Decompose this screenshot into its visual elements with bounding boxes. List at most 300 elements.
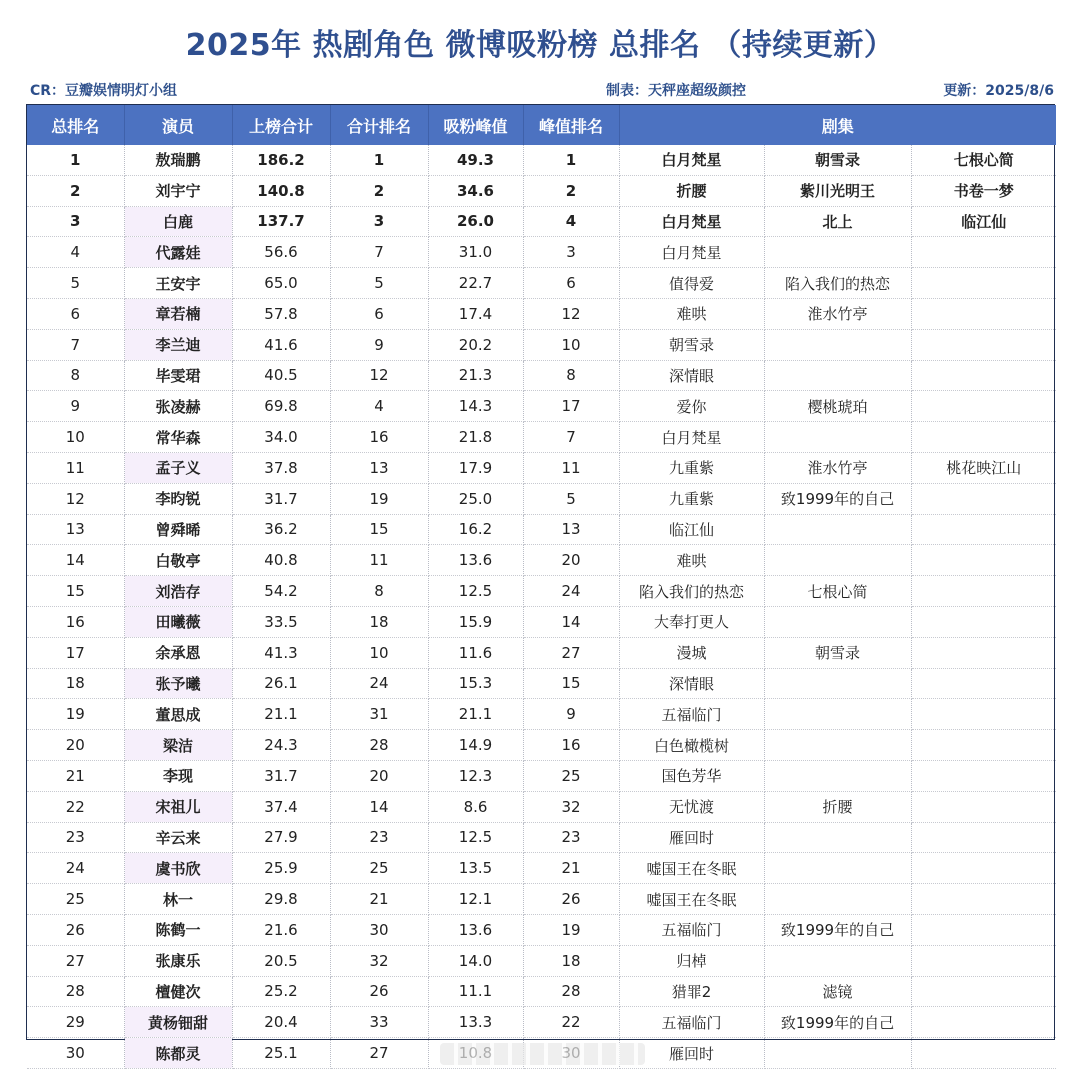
table-row — [27, 145, 1056, 175]
cell-rank: 1 — [27, 145, 124, 175]
cell-total: 25.1 — [232, 1038, 330, 1069]
cell-total-rank: 33 — [330, 1007, 428, 1038]
cell-drama-1: 九重紫 — [619, 452, 764, 483]
table-row — [27, 175, 1056, 206]
cell-drama-1: 难哄 — [619, 545, 764, 576]
cell-drama-1: 深情眼 — [619, 360, 764, 391]
cell-actor: 毕雯珺 — [124, 360, 232, 391]
cell-total: 37.4 — [232, 791, 330, 822]
cell-drama-3 — [911, 576, 1056, 607]
header-total: 上榜合计 — [232, 105, 330, 145]
cell-rank: 10 — [27, 422, 124, 453]
cell-drama-3: 桃花映江山 — [911, 452, 1056, 483]
cell-total-rank: 6 — [330, 298, 428, 329]
cell-drama-2: 致1999年的自己 — [764, 1007, 911, 1038]
cell-total: 29.8 — [232, 884, 330, 915]
cell-peak-rank: 6 — [523, 268, 619, 299]
cell-rank: 22 — [27, 791, 124, 822]
cell-drama-2: 淮水竹亭 — [764, 298, 911, 329]
cell-drama-3 — [911, 237, 1056, 268]
cell-peak-rank: 12 — [523, 298, 619, 329]
table-header-row — [27, 105, 1056, 145]
cell-total: 137.7 — [232, 206, 330, 237]
cell-total: 140.8 — [232, 175, 330, 206]
cell-drama-1: 折腰 — [619, 175, 764, 206]
cell-drama-1: 白月梵星 — [619, 422, 764, 453]
cell-drama-2 — [764, 606, 911, 637]
cell-peak: 20.2 — [428, 329, 523, 360]
cell-total-rank: 23 — [330, 822, 428, 853]
cell-drama-2 — [764, 1038, 911, 1069]
table-row — [27, 730, 1056, 761]
cell-rank: 20 — [27, 730, 124, 761]
table-row — [27, 237, 1056, 268]
cell-drama-2: 致1999年的自己 — [764, 483, 911, 514]
cell-drama-3 — [911, 884, 1056, 915]
cell-rank: 14 — [27, 545, 124, 576]
cell-peak-rank: 20 — [523, 545, 619, 576]
cell-actor: 敖瑞鹏 — [124, 145, 232, 175]
cell-actor: 余承恩 — [124, 637, 232, 668]
cell-total: 25.2 — [232, 976, 330, 1007]
cell-peak-rank: 15 — [523, 668, 619, 699]
cell-peak: 11.1 — [428, 976, 523, 1007]
cell-peak-rank: 32 — [523, 791, 619, 822]
cell-drama-2 — [764, 822, 911, 853]
cell-rank: 11 — [27, 452, 124, 483]
cell-peak: 13.5 — [428, 853, 523, 884]
cell-actor: 孟子义 — [124, 452, 232, 483]
cell-drama-3: 临江仙 — [911, 206, 1056, 237]
cell-total-rank: 14 — [330, 791, 428, 822]
cell-drama-1: 白月梵星 — [619, 237, 764, 268]
cell-drama-3 — [911, 914, 1056, 945]
cell-total: 41.6 — [232, 329, 330, 360]
cell-total-rank: 11 — [330, 545, 428, 576]
cell-peak: 31.0 — [428, 237, 523, 268]
cell-peak: 26.0 — [428, 206, 523, 237]
cell-peak-rank: 18 — [523, 945, 619, 976]
cell-total: 20.5 — [232, 945, 330, 976]
cell-peak-rank: 26 — [523, 884, 619, 915]
cell-total-rank: 31 — [330, 699, 428, 730]
cell-total: 41.3 — [232, 637, 330, 668]
cell-actor: 张凌赫 — [124, 391, 232, 422]
cell-rank: 15 — [27, 576, 124, 607]
cell-drama-3 — [911, 945, 1056, 976]
cell-peak-rank: 13 — [523, 514, 619, 545]
cell-rank: 30 — [27, 1038, 124, 1069]
cell-rank: 4 — [27, 237, 124, 268]
cell-drama-2 — [764, 853, 911, 884]
cell-total-rank: 2 — [330, 175, 428, 206]
cell-actor: 董思成 — [124, 699, 232, 730]
cell-drama-1: 九重紫 — [619, 483, 764, 514]
cell-total-rank: 12 — [330, 360, 428, 391]
cell-rank: 24 — [27, 853, 124, 884]
cell-actor: 章若楠 — [124, 298, 232, 329]
cell-total-rank: 19 — [330, 483, 428, 514]
cell-rank: 16 — [27, 606, 124, 637]
cell-total: 40.8 — [232, 545, 330, 576]
cell-total: 40.5 — [232, 360, 330, 391]
cell-drama-1: 难哄 — [619, 298, 764, 329]
cell-rank: 9 — [27, 391, 124, 422]
cell-actor: 林一 — [124, 884, 232, 915]
cell-peak-rank: 4 — [523, 206, 619, 237]
cell-peak: 49.3 — [428, 145, 523, 175]
cell-drama-1: 白月梵星 — [619, 206, 764, 237]
cell-total-rank: 20 — [330, 760, 428, 791]
cell-peak-rank: 5 — [523, 483, 619, 514]
header-actor: 演员 — [124, 105, 232, 145]
cell-drama-1: 爱你 — [619, 391, 764, 422]
cell-total: 34.0 — [232, 422, 330, 453]
cell-peak: 8.6 — [428, 791, 523, 822]
table-row — [27, 760, 1056, 791]
cell-drama-1: 五福临门 — [619, 1007, 764, 1038]
header-drama: 剧集 — [619, 105, 1056, 145]
cell-rank: 5 — [27, 268, 124, 299]
cell-drama-2: 樱桃琥珀 — [764, 391, 911, 422]
cell-drama-3 — [911, 853, 1056, 884]
cell-total-rank: 26 — [330, 976, 428, 1007]
cell-drama-2: 陷入我们的热恋 — [764, 268, 911, 299]
cell-rank: 8 — [27, 360, 124, 391]
cell-peak: 12.3 — [428, 760, 523, 791]
cell-peak: 12.5 — [428, 822, 523, 853]
cell-actor: 曾舜晞 — [124, 514, 232, 545]
cell-drama-2: 致1999年的自己 — [764, 914, 911, 945]
cell-drama-3 — [911, 360, 1056, 391]
cell-peak: 14.3 — [428, 391, 523, 422]
cell-total-rank: 13 — [330, 452, 428, 483]
cell-rank: 13 — [27, 514, 124, 545]
cell-total-rank: 7 — [330, 237, 428, 268]
cell-drama-1: 雁回时 — [619, 1038, 764, 1069]
cell-peak-rank: 25 — [523, 760, 619, 791]
table-row — [27, 483, 1056, 514]
cell-actor: 白鹿 — [124, 206, 232, 237]
cell-drama-3 — [911, 699, 1056, 730]
cell-peak: 13.3 — [428, 1007, 523, 1038]
cell-actor: 张康乐 — [124, 945, 232, 976]
cell-drama-3 — [911, 268, 1056, 299]
cell-total: 21.1 — [232, 699, 330, 730]
cell-drama-3 — [911, 760, 1056, 791]
cell-drama-3 — [911, 730, 1056, 761]
cell-peak-rank: 28 — [523, 976, 619, 1007]
cell-peak: 21.3 — [428, 360, 523, 391]
table-row — [27, 1007, 1056, 1038]
cell-drama-2 — [764, 945, 911, 976]
cell-rank: 18 — [27, 668, 124, 699]
cell-total: 69.8 — [232, 391, 330, 422]
cell-drama-2: 折腰 — [764, 791, 911, 822]
cell-peak: 17.9 — [428, 452, 523, 483]
cell-peak-rank: 19 — [523, 914, 619, 945]
cell-rank: 12 — [27, 483, 124, 514]
cell-peak-rank: 16 — [523, 730, 619, 761]
cell-drama-3 — [911, 668, 1056, 699]
cell-drama-1: 白色橄榄树 — [619, 730, 764, 761]
table-row — [27, 360, 1056, 391]
cell-peak-rank: 10 — [523, 329, 619, 360]
cell-actor: 陈鹤一 — [124, 914, 232, 945]
cell-drama-1: 国色芳华 — [619, 760, 764, 791]
cell-peak-rank: 22 — [523, 1007, 619, 1038]
cell-total: 57.8 — [232, 298, 330, 329]
table-row — [27, 206, 1056, 237]
cell-total: 26.1 — [232, 668, 330, 699]
cell-actor: 檀健次 — [124, 976, 232, 1007]
cell-drama-3 — [911, 298, 1056, 329]
cell-drama-1: 值得爱 — [619, 268, 764, 299]
cell-drama-3: 书卷一梦 — [911, 175, 1056, 206]
cell-peak-rank: 1 — [523, 145, 619, 175]
cell-drama-2: 朝雪录 — [764, 637, 911, 668]
cell-peak-rank: 7 — [523, 422, 619, 453]
table-row — [27, 545, 1056, 576]
cell-actor: 辛云来 — [124, 822, 232, 853]
cell-peak: 21.8 — [428, 422, 523, 453]
cell-drama-1: 临江仙 — [619, 514, 764, 545]
cell-drama-1: 嘘国王在冬眠 — [619, 884, 764, 915]
cell-drama-2: 滤镜 — [764, 976, 911, 1007]
cell-total: 186.2 — [232, 145, 330, 175]
cell-peak-rank: 21 — [523, 853, 619, 884]
cell-drama-3: 七根心简 — [911, 145, 1056, 175]
cell-peak-rank: 17 — [523, 391, 619, 422]
cell-total: 31.7 — [232, 483, 330, 514]
cell-actor: 刘浩存 — [124, 576, 232, 607]
maker-label: 制表：天秤座超级颜控 — [606, 83, 746, 99]
cell-drama-1: 漫城 — [619, 637, 764, 668]
cell-actor: 刘宇宁 — [124, 175, 232, 206]
cell-rank: 17 — [27, 637, 124, 668]
header-rank: 总排名 — [27, 105, 124, 145]
cell-actor: 虞书欣 — [124, 853, 232, 884]
cell-peak: 11.6 — [428, 637, 523, 668]
cell-total-rank: 15 — [330, 514, 428, 545]
cell-peak-rank: 3 — [523, 237, 619, 268]
cell-drama-3 — [911, 391, 1056, 422]
cell-total: 21.6 — [232, 914, 330, 945]
table-row — [27, 391, 1056, 422]
cell-total-rank: 27 — [330, 1038, 428, 1069]
cell-total-rank: 32 — [330, 945, 428, 976]
cell-rank: 29 — [27, 1007, 124, 1038]
cell-drama-2 — [764, 699, 911, 730]
cell-total-rank: 3 — [330, 206, 428, 237]
cell-peak: 21.1 — [428, 699, 523, 730]
table-row — [27, 945, 1056, 976]
cell-peak-rank: 24 — [523, 576, 619, 607]
table-row — [27, 668, 1056, 699]
cell-drama-2: 朝雪录 — [764, 145, 911, 175]
cell-actor: 梁洁 — [124, 730, 232, 761]
cell-total: 54.2 — [232, 576, 330, 607]
table-row — [27, 637, 1056, 668]
cell-peak: 17.4 — [428, 298, 523, 329]
cell-actor: 李昀锐 — [124, 483, 232, 514]
cell-actor: 张予曦 — [124, 668, 232, 699]
cell-peak-rank: 14 — [523, 606, 619, 637]
table-row — [27, 329, 1056, 360]
cell-total: 36.2 — [232, 514, 330, 545]
cell-drama-2: 七根心简 — [764, 576, 911, 607]
cell-drama-1: 深情眼 — [619, 668, 764, 699]
ranking-table — [26, 104, 1055, 1063]
cell-rank: 7 — [27, 329, 124, 360]
cell-total: 20.4 — [232, 1007, 330, 1038]
table-row — [27, 298, 1056, 329]
cell-peak-rank: 23 — [523, 822, 619, 853]
updated-label: 更新：2025/8/6 — [943, 83, 1054, 99]
cell-drama-3 — [911, 1038, 1056, 1069]
cell-peak: 14.0 — [428, 945, 523, 976]
cell-drama-3 — [911, 976, 1056, 1007]
cell-rank: 23 — [27, 822, 124, 853]
header-peak-rank: 峰值排名 — [523, 105, 619, 145]
cell-peak: 22.7 — [428, 268, 523, 299]
cell-total: 56.6 — [232, 237, 330, 268]
cell-peak-rank: 11 — [523, 452, 619, 483]
table-row — [27, 422, 1056, 453]
cell-drama-1: 猎罪2 — [619, 976, 764, 1007]
page-title: 2025年 热剧角色 微博吸粉榜 总排名 （持续更新） — [185, 28, 895, 63]
cell-drama-2 — [764, 760, 911, 791]
cell-total-rank: 1 — [330, 145, 428, 175]
cell-peak: 15.3 — [428, 668, 523, 699]
cell-drama-2 — [764, 422, 911, 453]
cell-drama-3 — [911, 422, 1056, 453]
cell-drama-2 — [764, 329, 911, 360]
cell-drama-1: 五福临门 — [619, 914, 764, 945]
cell-drama-3 — [911, 483, 1056, 514]
cell-rank: 27 — [27, 945, 124, 976]
cell-drama-2: 淮水竹亭 — [764, 452, 911, 483]
cell-drama-1: 雁回时 — [619, 822, 764, 853]
cell-rank: 28 — [27, 976, 124, 1007]
cell-total-rank: 4 — [330, 391, 428, 422]
watermark-strip — [440, 1043, 645, 1065]
cell-drama-2: 北上 — [764, 206, 911, 237]
cell-drama-3 — [911, 637, 1056, 668]
cell-drama-3 — [911, 791, 1056, 822]
cell-drama-1: 陷入我们的热恋 — [619, 576, 764, 607]
cell-drama-1: 归棹 — [619, 945, 764, 976]
table-row — [27, 914, 1056, 945]
cell-total-rank: 24 — [330, 668, 428, 699]
cell-peak: 12.1 — [428, 884, 523, 915]
cell-total-rank: 10 — [330, 637, 428, 668]
table-row — [27, 976, 1056, 1007]
cell-drama-1: 白月梵星 — [619, 145, 764, 175]
cell-rank: 26 — [27, 914, 124, 945]
cell-drama-2: 紫川光明王 — [764, 175, 911, 206]
cell-total: 24.3 — [232, 730, 330, 761]
table-row — [27, 791, 1056, 822]
cell-total-rank: 25 — [330, 853, 428, 884]
cell-peak-rank: 9 — [523, 699, 619, 730]
header-peak: 吸粉峰值 — [428, 105, 523, 145]
cell-total-rank: 30 — [330, 914, 428, 945]
cell-total-rank: 9 — [330, 329, 428, 360]
table-row — [27, 606, 1056, 637]
cell-rank: 19 — [27, 699, 124, 730]
table-row — [27, 822, 1056, 853]
cell-actor: 白敬亭 — [124, 545, 232, 576]
cell-peak: 13.6 — [428, 914, 523, 945]
cell-total-rank: 16 — [330, 422, 428, 453]
cell-peak: 13.6 — [428, 545, 523, 576]
cell-drama-3 — [911, 545, 1056, 576]
cell-peak-rank: 2 — [523, 175, 619, 206]
cell-drama-2 — [764, 730, 911, 761]
table-row — [27, 268, 1056, 299]
cell-drama-1: 五福临门 — [619, 699, 764, 730]
cell-actor: 常华森 — [124, 422, 232, 453]
cell-total: 25.9 — [232, 853, 330, 884]
cell-actor: 李现 — [124, 760, 232, 791]
cell-drama-3 — [911, 606, 1056, 637]
cell-rank: 21 — [27, 760, 124, 791]
cell-drama-1: 大奉打更人 — [619, 606, 764, 637]
cell-actor: 代露娃 — [124, 237, 232, 268]
cell-peak-rank: 8 — [523, 360, 619, 391]
cell-drama-1: 无忧渡 — [619, 791, 764, 822]
cell-total-rank: 28 — [330, 730, 428, 761]
cell-peak: 12.5 — [428, 576, 523, 607]
cell-peak: 14.9 — [428, 730, 523, 761]
cell-total-rank: 18 — [330, 606, 428, 637]
table-body — [27, 145, 1056, 1068]
cell-peak: 25.0 — [428, 483, 523, 514]
cell-total-rank: 8 — [330, 576, 428, 607]
cell-peak: 34.6 — [428, 175, 523, 206]
cell-drama-3 — [911, 329, 1056, 360]
cell-total: 65.0 — [232, 268, 330, 299]
cell-rank: 3 — [27, 206, 124, 237]
header-total-rank: 合计排名 — [330, 105, 428, 145]
cell-drama-1: 朝雪录 — [619, 329, 764, 360]
cell-actor: 黄杨钿甜 — [124, 1007, 232, 1038]
cell-drama-2 — [764, 237, 911, 268]
cell-rank: 2 — [27, 175, 124, 206]
cell-drama-2 — [764, 514, 911, 545]
table-row — [27, 576, 1056, 607]
cell-drama-1: 嘘国王在冬眠 — [619, 853, 764, 884]
cell-total-rank: 21 — [330, 884, 428, 915]
table-row — [27, 514, 1056, 545]
cell-total: 27.9 — [232, 822, 330, 853]
cell-drama-2 — [764, 884, 911, 915]
cell-drama-3 — [911, 514, 1056, 545]
cell-peak: 16.2 — [428, 514, 523, 545]
cell-total: 31.7 — [232, 760, 330, 791]
cell-drama-3 — [911, 1007, 1056, 1038]
cell-drama-3 — [911, 822, 1056, 853]
cell-peak-rank: 27 — [523, 637, 619, 668]
cell-rank: 6 — [27, 298, 124, 329]
cell-drama-2 — [764, 545, 911, 576]
cell-total-rank: 5 — [330, 268, 428, 299]
cell-actor: 宋祖儿 — [124, 791, 232, 822]
table-row — [27, 452, 1056, 483]
credit-label: CR：豆瓣娱情明灯小组 — [30, 83, 178, 99]
cell-drama-2 — [764, 360, 911, 391]
